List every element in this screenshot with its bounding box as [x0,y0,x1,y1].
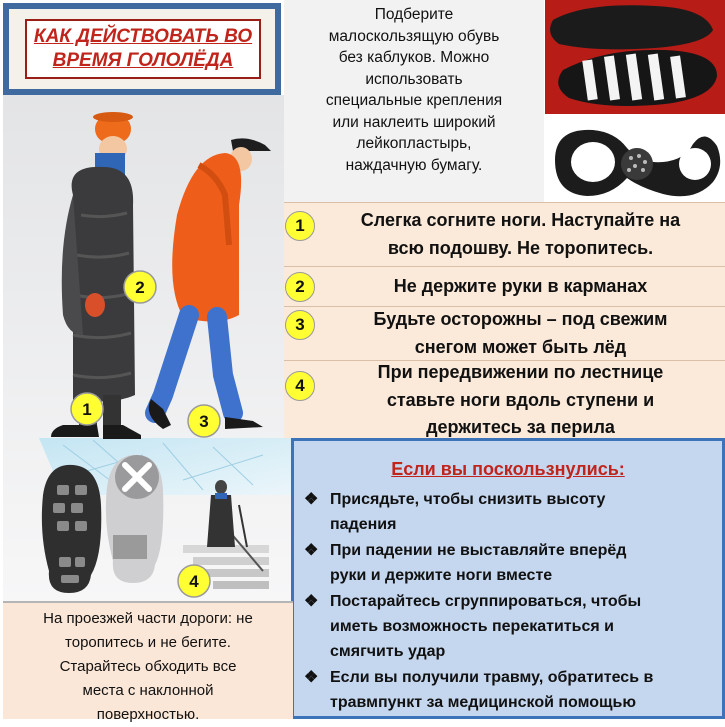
svg-text:2: 2 [135,278,145,297]
road-line: торопитесь и не бегите. [65,634,231,651]
svg-text:3: 3 [199,412,209,431]
road-line: На проезжей части дороги: не [43,610,253,627]
footwear-advice [284,0,544,202]
road-line: Старайтесь обходить все [59,658,237,675]
walking-scene [3,95,293,601]
rule-3-line: Будьте осторожны – под свежим [373,309,668,329]
rule-4-line: При передвижении по лестнице [377,362,664,382]
slip-item: ❖ Постарайтесь сгруппироваться, чтобы иметь возможность перекатиться и смягчить удар [304,589,714,664]
bullet-icon: ❖ [304,491,319,508]
title-line-1: КАК ДЕЙСТВОВАТЬ ВО [33,26,253,47]
rule-4-line: ставьте ноги вдоль ступени и [386,389,655,410]
rule-row-4 [284,360,725,438]
rule-1-line: всю подошву. Не торопитесь. [387,237,654,258]
marker-3 [188,405,220,437]
road-line: поверхностью. [96,706,200,723]
marker-4-badge: 4 [285,371,315,401]
road-line: места с наклонной [82,682,214,699]
title-frame [25,19,261,79]
shoe-sole-photo-icon [545,0,725,114]
footwear-line: использовать [365,70,463,88]
rule-1-line: Слегка согните ноги. Наступайте на [360,210,681,230]
bullet-icon: ❖ [304,542,319,559]
marker-4 [178,565,210,597]
slip-item: ❖ При падении не выставляйте вперёд руки и держите ноги вместе [304,538,714,588]
slip-item: ❖ Присядьте, чтобы снизить высоту падения [304,487,714,537]
if-slipped-box [291,438,725,719]
rule-3-line: снегом может быть лёд [414,336,627,357]
footwear-line: специальные крепления [325,92,503,109]
footwear-line: Подберите [374,6,454,23]
walking-illustration [3,95,293,601]
rule-row-1 [284,202,725,266]
svg-text:4: 4 [189,572,199,591]
if-slipped-title: Если вы поскользнулись: [391,459,625,479]
marker-2-badge: 2 [285,272,315,302]
footwear-line: или наклеить широкий [332,113,496,131]
crossed-shoe-icon [106,455,163,583]
title-box [3,3,281,95]
title-line-2: ВРЕМЯ ГОЛОЛЁДА [52,50,234,71]
bullet-icon: ❖ [304,593,319,610]
bullet-icon: ❖ [304,669,319,686]
rule-2-line: Не держите руки в карманах [393,276,648,296]
marker-1 [71,393,103,425]
road-advice [3,601,293,723]
footwear-line: малоскользящую обувь [328,27,500,45]
footwear-line: лейкопластырь, [356,135,472,152]
rule-row-2 [284,266,725,306]
svg-text:1: 1 [82,400,92,419]
marker-2 [124,271,156,303]
footwear-line: без каблуков. Можно [338,49,490,66]
marker-1-badge: 1 [285,211,315,241]
footwear-line: наждачную бумагу. [345,156,483,174]
rule-4-line: держитесь за перила [426,417,615,437]
rule-row-3 [284,306,725,360]
ice-cleat-icon [545,116,725,206]
marker-3-badge: 3 [285,310,315,340]
slip-item: ❖ Если вы получили травму, обратитесь в травмпункт за медицинской помощью [304,665,714,715]
